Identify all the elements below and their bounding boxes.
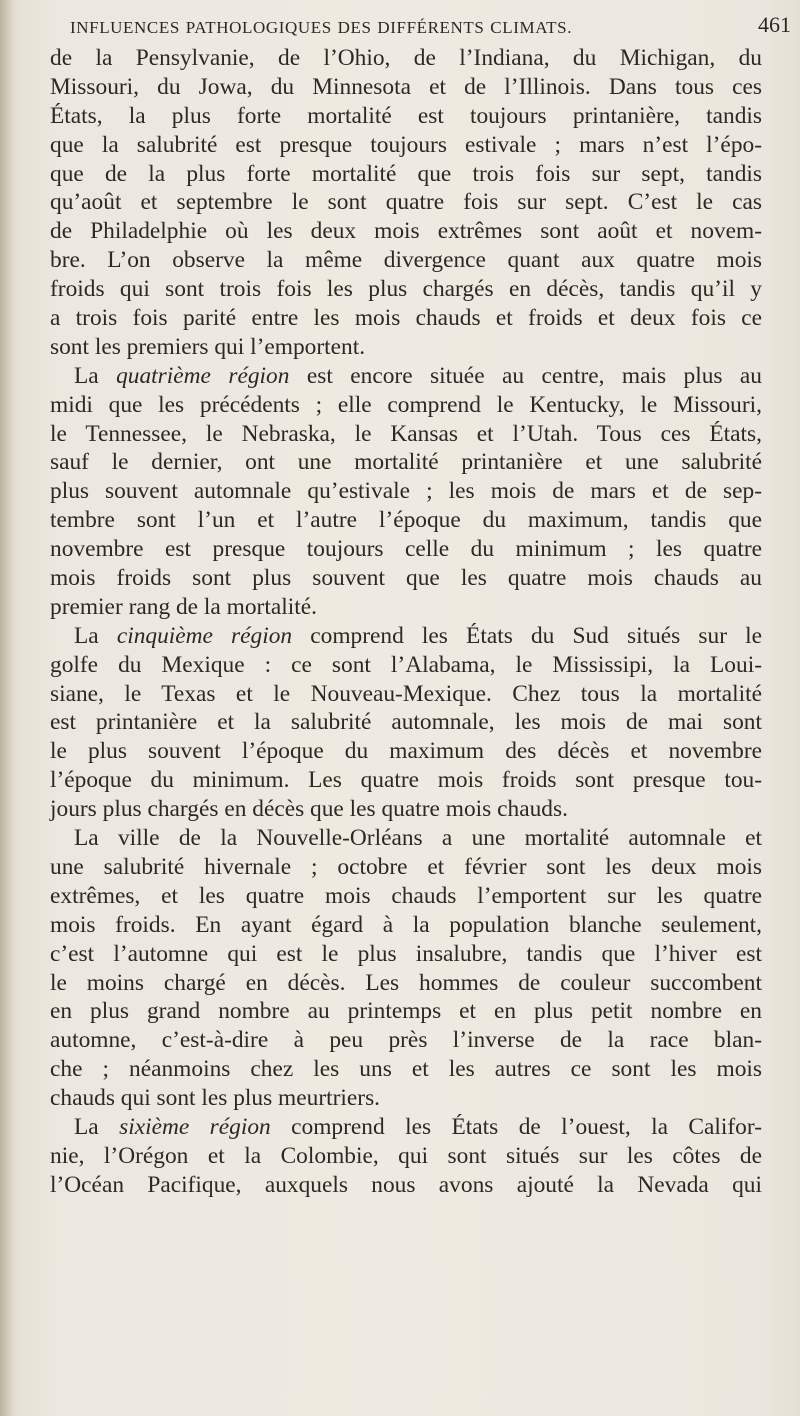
text-line: sauf le dernier, ont une mortalité printanière et une salubrité — [50, 449, 762, 476]
text-line: Missouri, du Jowa, du Minnesota et de l’Illinois. Dans tous ces — [50, 73, 762, 100]
text-line: est printanière et la salubrité automnale, les mois de mai sont — [50, 709, 762, 736]
text-line: La ville de la Nouvelle-Orléans a une mortalité automnale et — [74, 825, 762, 852]
page-header — [0, 8, 800, 48]
text-line: automne, c’est-à-dire à peu près l’inverse de la race blan- — [50, 1027, 762, 1054]
text-line: en plus grand nombre au printemps et en plus petit nombre en — [50, 998, 762, 1025]
paragraph-first-line-rest: est encore située au centre, mais plus au — [289, 362, 762, 389]
text-line — [50, 362, 762, 391]
text-line: siane, le Texas et le Nouveau-Mexique. Chez tous la mortalité — [50, 680, 762, 707]
text-line: golfe du Mexique : ce sont l’Alabama, le Mississipi, la Loui- — [50, 651, 762, 678]
text-line: premier rang de la mortalité. — [50, 593, 317, 620]
text-line: a trois fois parité entre les mois chauds et froids et deux fois ce — [50, 305, 762, 332]
text-line — [50, 1113, 762, 1142]
text-line: plus souvent automnale qu’estivale ; les mois de mars et de sep- — [50, 478, 762, 505]
text-line: midi que les précédents ; elle comprend le Kentucky, le Missouri, — [50, 391, 762, 418]
paragraph-lead: La — [74, 1113, 120, 1140]
text-line: che ; néanmoins chez les uns et les autres ce sont les mois — [50, 1056, 762, 1083]
text-line: mois froids. En ayant égard à la population blanche seulement, — [50, 911, 762, 938]
text-line: le Tennessee, le Nebraska, le Kansas et l’Utah. Tous ces États, — [50, 420, 762, 447]
text-line: tembre sont l’un et l’autre l’époque du maximum, tandis que — [50, 507, 762, 534]
text-line: jours plus chargés en décès que les quatre mois chauds. — [50, 796, 568, 823]
text-line: le moins chargé en décès. Les hommes de couleur succombent — [50, 969, 762, 996]
paragraph-3 — [50, 622, 762, 824]
text-line: le plus souvent l’époque du maximum des décès et novembre — [50, 738, 762, 765]
text-line: sont les premiers qui l’emportent. — [50, 333, 366, 360]
text-line: qu’août et septembre le sont quatre fois sur sept. C’est le cas — [50, 189, 762, 216]
paragraph-1 — [50, 44, 762, 362]
text-line: l’époque du minimum. Les quatre mois froids sont presque tou- — [50, 767, 762, 794]
text-line: de la Pensylvanie, de l’Ohio, de l’Indiana, du Michigan, du — [50, 45, 762, 71]
text-line: une salubrité hivernale ; octobre et février sont les deux mois — [50, 853, 762, 880]
page-number: 461 — [758, 12, 791, 37]
paragraph-first-line-rest: comprend les États de l’ouest, la Califor- — [270, 1113, 762, 1140]
text-line: mois froids sont plus souvent que les quatre mois chauds au — [50, 565, 762, 592]
paragraph-4 — [50, 824, 762, 1113]
text-line: novembre est presque toujours celle du minimum ; les quatre — [50, 536, 762, 563]
text-line: de Philadelphie où les deux mois extrêmes sont août et novem- — [50, 218, 762, 245]
paragraph-2 — [50, 362, 762, 622]
paragraph-first-line-rest: comprend les États du Sud situés sur le — [292, 622, 762, 649]
region-heading-italic: cinquième région — [116, 622, 293, 649]
paragraph-5 — [50, 1113, 762, 1200]
text-line: c’est l’automne qui est le plus insalubre, tandis que l’hiver est — [50, 940, 762, 967]
text-line: chauds qui sont les plus meurtriers. — [50, 1085, 381, 1112]
paragraph-lead: La — [74, 622, 117, 649]
page-gutter-shadow — [0, 0, 14, 1416]
page-body — [50, 44, 762, 1200]
text-line: froids qui sont trois fois les plus chargés en décès, tandis qu’il y — [50, 276, 762, 303]
text-line: que de la plus forte mortalité que trois fois sur sept, tandis — [50, 160, 762, 187]
region-heading-italic: quatrième région — [116, 362, 290, 389]
text-line: que la salubrité est presque toujours estivale ; mars n’est l’épo- — [50, 131, 762, 158]
text-line: États, la plus forte mortalité est toujours printanière, tandis — [50, 102, 762, 129]
text-line — [50, 622, 762, 651]
text-line: nie, l’Orégon et la Colombie, qui sont situés sur les côtes de — [50, 1142, 762, 1169]
text-line: l’Océan Pacifique, auxquels nous avons ajouté la Nevada qui — [50, 1171, 762, 1198]
paragraph-lead: La — [74, 362, 117, 389]
region-heading-italic: sixième région — [119, 1113, 271, 1140]
running-title: INFLUENCES PATHOLOGIQUES DES DIFFÉRENTS CLIMATS. — [70, 18, 573, 37]
text-line: bre. L’on observe la même divergence quant aux quatre mois — [50, 247, 762, 274]
text-line: extrêmes, et les quatre mois chauds l’emportent sur les quatre — [50, 882, 762, 909]
